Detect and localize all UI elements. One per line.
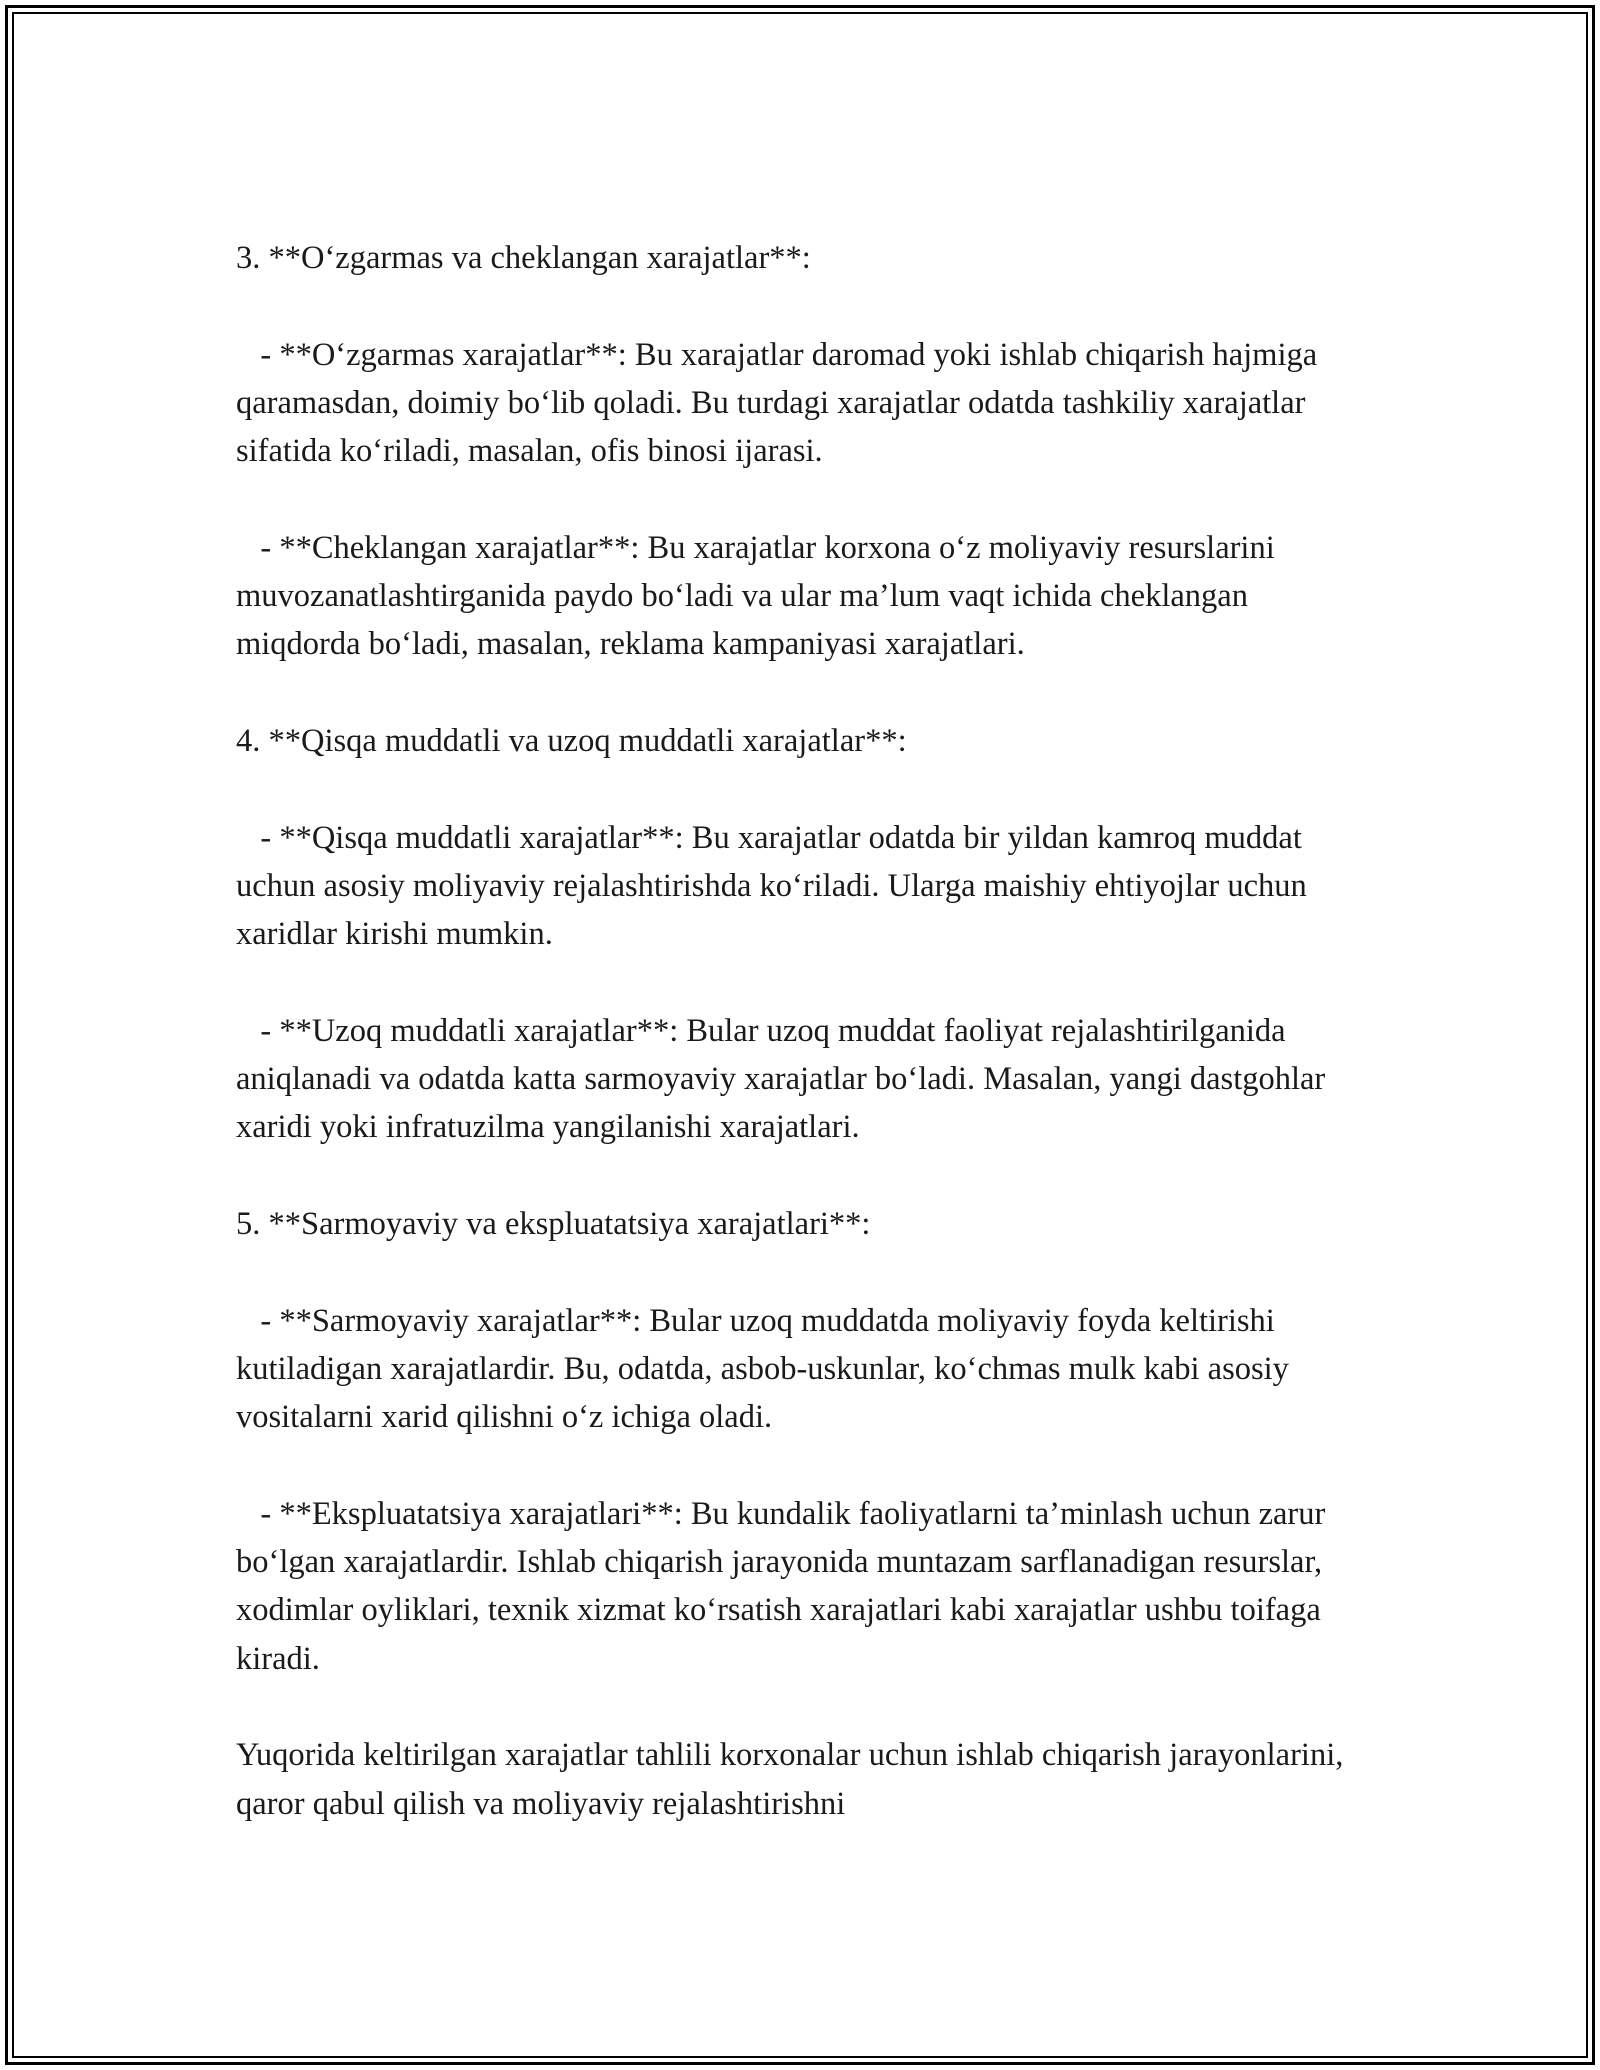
- list-item-operating-costs: - **Ekspluatatsiya xarajatlari**: Bu kundalik faoliyatlarni ta’minlash uchun zarur bo‘lgan xarajatlardir. Ishlab chiqarish jarayonida muntazam sarflanadigan resurslar, xodimlar oyliklari, texnik xizmat ko‘rsatish xarajatlari kabi xarajatlar ushbu toifaga kiradi.: [236, 1495, 1334, 1677]
- list-item-capital-costs: - **Sarmoyaviy xarajatlar**: Bular uzoq muddatda moliyaviy foyda keltirishi kutiladigan xarajatlardir. Bu, odatda, asbob-uskunlar, ko‘chmas mulk kabi asosiy vositalarni xarid qilishni o‘z ichiga oladi.: [236, 1302, 1298, 1436]
- section-heading-4: 4. **Qisqa muddatli va uzoq muddatli xarajatlar**:: [236, 722, 907, 759]
- section-heading-5: 5. **Sarmoyaviy va ekspluatatsiya xarajatlari**:: [236, 1205, 871, 1242]
- conclusion-paragraph: Yuqorida keltirilgan xarajatlar tahlili korxonalar uchun ishlab chiqarish jarayonlarini, qaror qabul qilish va moliyaviy rejalashtirishni: [236, 1737, 1352, 1822]
- list-item-fixed-costs: - **O‘zgarmas xarajatlar**: Bu xarajatlar daromad yoki ishlab chiqarish hajmiga qaramasdan, doimiy bo‘lib qoladi. Bu turdagi xarajatlar odatda tashkiliy xarajatlar sifatida ko‘riladi, masalan, ofis binosi ijarasi.: [236, 336, 1326, 470]
- list-item-short-term-costs: - **Qisqa muddatli xarajatlar**: Bu xarajatlar odatda bir yildan kamroq muddat uchun asosiy moliyaviy rejalashtirishda ko‘riladi. Ularga maishiy ehtiyojlar uchun xaridlar kirishi mumkin.: [236, 819, 1315, 953]
- document-body: [236, 234, 1366, 1828]
- list-item-limited-costs: - **Cheklangan xarajatlar**: Bu xarajatlar korxona o‘z moliyaviy resurslarini muvozanatlashtirganida paydo bo‘ladi va ular ma’lum vaqt ichida cheklangan miqdorda bo‘ladi, masalan, reklama kampaniyasi xarajatlari.: [236, 529, 1283, 663]
- section-heading-3: 3. **O‘zgarmas va cheklangan xarajatlar**:: [236, 240, 811, 276]
- list-item-long-term-costs: - **Uzoq muddatli xarajatlar**: Bular uzoq muddat faoliyat rejalashtirilganida aniqlanadi va odatda katta sarmoyaviy xarajatlar bo‘ladi. Masalan, yangi dastgohlar xaridi yoki infratuzilma yangilanishi xarajatlari.: [236, 1012, 1334, 1146]
